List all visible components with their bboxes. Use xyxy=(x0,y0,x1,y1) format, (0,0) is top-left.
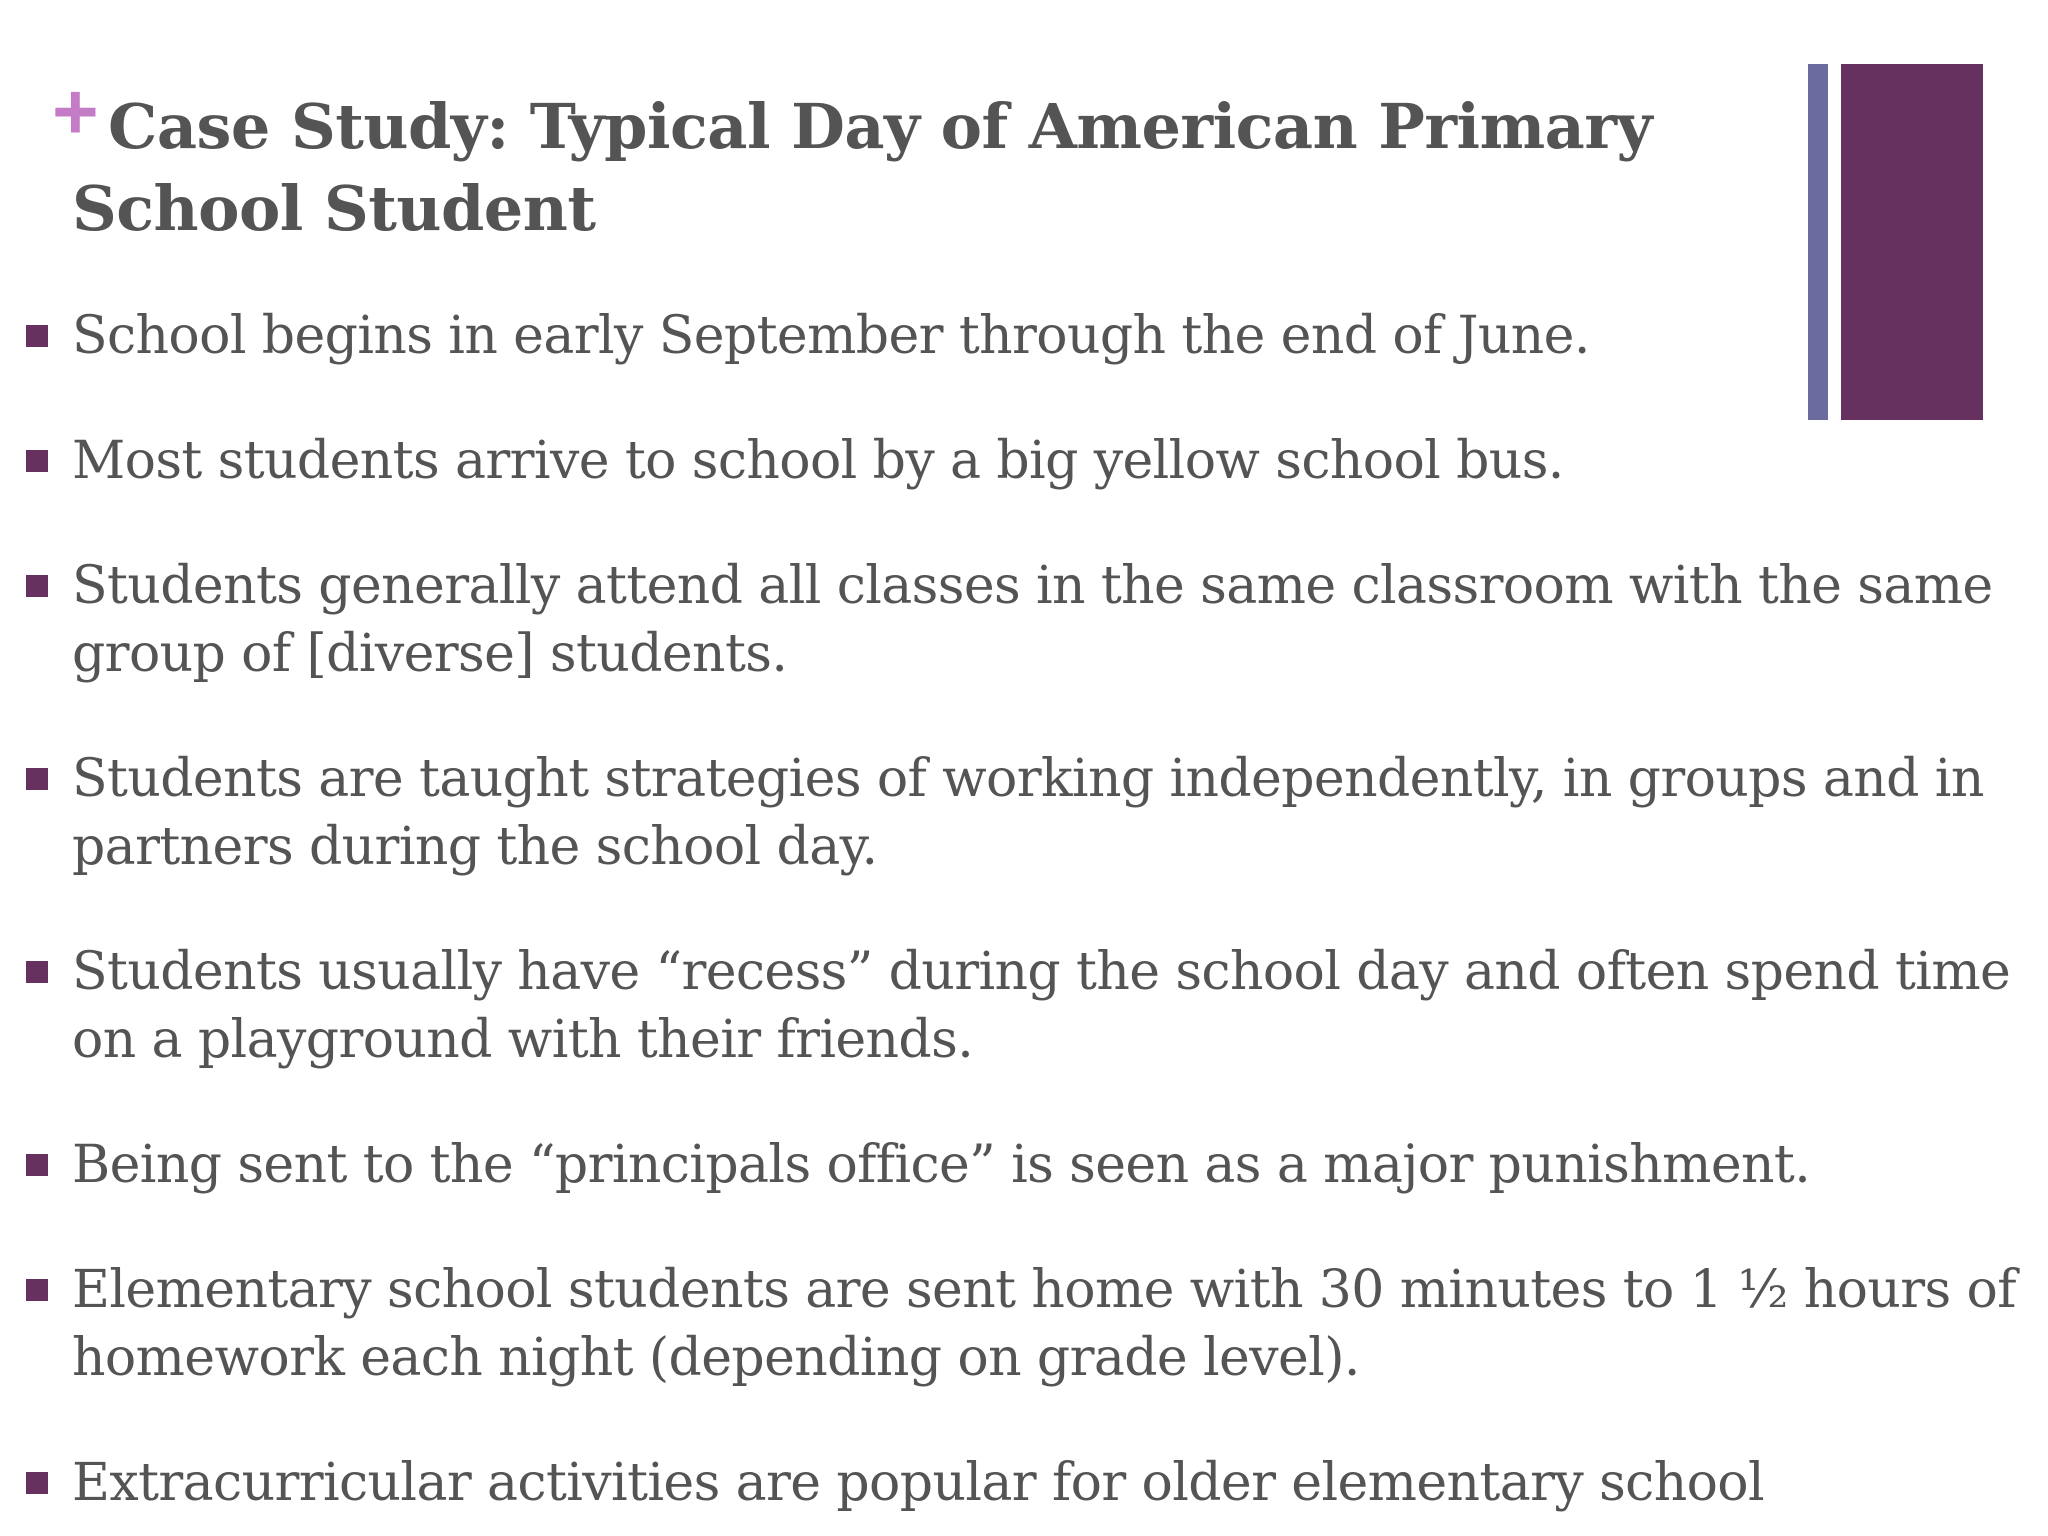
square-bullet-icon xyxy=(26,961,48,983)
bullet-text: Extracurricular activities are popular for older elementary school xyxy=(72,1453,1765,1513)
slide-title xyxy=(72,86,1712,250)
square-bullet-icon xyxy=(26,575,48,597)
bullet-text: Students generally attend all classes in the same classroom with the same group of [diverse] students. xyxy=(72,556,1993,684)
title-line-2: School Student xyxy=(72,172,596,245)
square-bullet-icon xyxy=(26,1472,48,1494)
bullet-text: Students usually have “recess” during the school day and often spend time on a playground with their friends. xyxy=(72,942,2011,1070)
square-bullet-icon xyxy=(26,768,48,790)
bullet-item xyxy=(0,1131,2048,1199)
bullet-item xyxy=(0,1449,2048,1517)
square-bullet-icon xyxy=(26,325,48,347)
bullet-item xyxy=(0,745,2048,881)
bullet-text: Elementary school students are sent home with 30 minutes to 1 ½ hours of homework each night (depending on grade level). xyxy=(72,1260,2016,1388)
square-bullet-icon xyxy=(26,450,48,472)
plus-icon: + xyxy=(52,67,99,156)
bullet-item xyxy=(0,427,2048,495)
square-bullet-icon xyxy=(26,1154,48,1176)
bullet-item xyxy=(0,302,2048,370)
bullet-item xyxy=(0,1256,2048,1392)
bullet-text: School begins in early September through the end of June. xyxy=(72,306,1590,366)
bullet-item xyxy=(0,552,2048,688)
bullet-text: Being sent to the “principals office” is seen as a major punishment. xyxy=(72,1135,1811,1195)
bullet-text: Students are taught strategies of working independently, in groups and in partners during the school day. xyxy=(72,749,1984,877)
square-bullet-icon xyxy=(26,1279,48,1301)
bullet-list xyxy=(0,302,2048,1536)
bullet-item xyxy=(0,938,2048,1074)
title-line-1: Case Study: Typical Day of American Primary xyxy=(108,90,1653,163)
bullet-text: Most students arrive to school by a big yellow school bus. xyxy=(72,431,1564,491)
